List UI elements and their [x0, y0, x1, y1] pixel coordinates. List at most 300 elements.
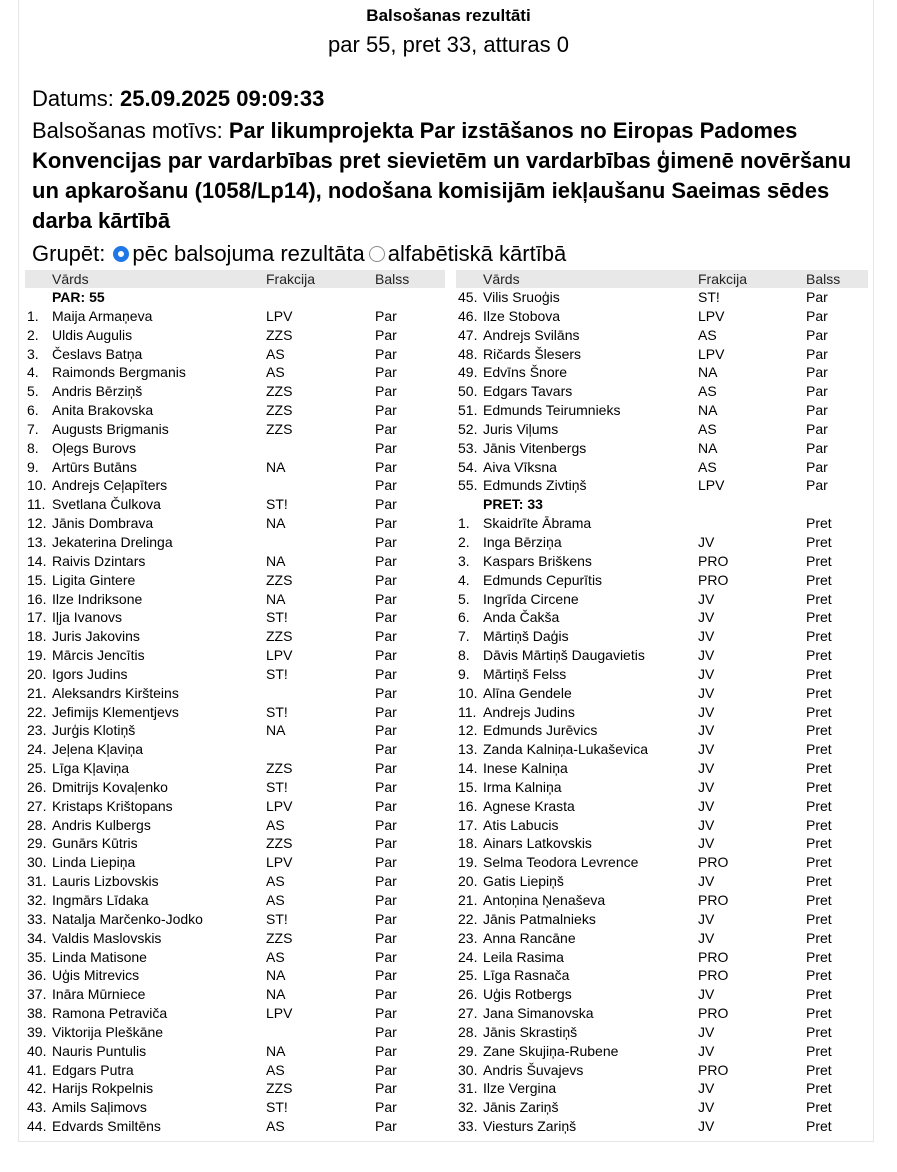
row-name: Ričards Šlesers — [483, 345, 582, 362]
row-name: Jefimijs Klementjevs — [52, 703, 179, 720]
row-name: Svetlana Čulkova — [52, 496, 161, 513]
row-number: 2. — [27, 326, 39, 343]
table-row — [456, 797, 868, 816]
row-vote: Pret — [806, 929, 832, 946]
row-number: 3. — [458, 552, 470, 569]
row-faction: NA — [266, 722, 286, 739]
row-number: 24. — [27, 741, 47, 758]
table-row — [25, 1079, 445, 1098]
row-faction: ST! — [266, 496, 288, 513]
row-vote: Pret — [806, 873, 832, 890]
row-faction: JV — [698, 684, 715, 701]
table-row — [25, 948, 445, 967]
row-name: Raimonds Bergmanis — [52, 364, 186, 381]
row-number: 55. — [458, 477, 478, 494]
row-vote: Par — [375, 835, 397, 852]
row-vote: Pret — [806, 703, 832, 720]
table-row — [25, 646, 445, 665]
row-faction: JV — [698, 797, 715, 814]
row-faction: JV — [698, 703, 715, 720]
row-vote: Par — [375, 647, 397, 664]
row-number: 14. — [458, 760, 478, 777]
row-vote: Par — [375, 307, 397, 324]
table-row — [25, 703, 445, 722]
row-number: 1. — [27, 307, 39, 324]
table-row — [456, 345, 868, 364]
row-faction: ST! — [266, 778, 288, 795]
row-faction: ST! — [266, 665, 288, 682]
table-row — [25, 853, 445, 872]
row-vote: Par — [375, 797, 397, 814]
row-faction: ST! — [698, 289, 720, 305]
table-row — [25, 684, 445, 703]
row-vote: Par — [806, 289, 828, 305]
row-faction: NA — [266, 1042, 286, 1059]
row-vote: Pret — [806, 1080, 832, 1097]
row-faction: PRO — [698, 967, 729, 984]
table-row — [25, 985, 445, 1004]
row-vote: Par — [375, 910, 397, 927]
row-name: Augusts Brigmanis — [52, 420, 169, 437]
row-name: Gunārs Kūtris — [52, 835, 138, 852]
header-name: Vārds — [483, 271, 520, 287]
row-name: Ilze Indriksone — [52, 590, 143, 607]
row-faction: PRO — [698, 1061, 729, 1078]
row-number: 12. — [27, 515, 47, 532]
table-row — [25, 495, 445, 514]
row-faction: ZZS — [266, 760, 293, 777]
row-vote: Pret — [806, 741, 832, 758]
row-name: Andrejs Ceļapīters — [52, 477, 168, 494]
row-number: 36. — [27, 967, 47, 984]
row-vote: Par — [375, 515, 397, 532]
row-name: Jurģis Klotiņš — [52, 722, 136, 739]
row-faction: JV — [698, 910, 715, 927]
table-row — [456, 590, 868, 609]
row-vote: Pret — [806, 590, 832, 607]
row-number: 3. — [27, 345, 39, 362]
row-number: 20. — [458, 873, 478, 890]
motive-label: Balsošanas motīvs: — [32, 118, 229, 143]
row-vote: Pret — [806, 515, 832, 532]
row-name: Ināra Mūrniece — [52, 986, 146, 1003]
row-vote: Pret — [806, 986, 832, 1003]
row-faction: ZZS — [266, 1080, 293, 1097]
row-vote: Pret — [806, 948, 832, 965]
table-row — [456, 1117, 868, 1136]
row-faction: JV — [698, 929, 715, 946]
row-vote: Pret — [806, 910, 832, 927]
table-row — [25, 439, 445, 458]
row-number: 48. — [458, 345, 478, 362]
table-row — [456, 759, 868, 778]
row-faction: ZZS — [266, 326, 293, 343]
row-name: Andris Kulbergs — [52, 816, 151, 833]
row-vote: Par — [375, 948, 397, 965]
row-number: 45. — [458, 289, 478, 305]
row-vote: Pret — [806, 816, 832, 833]
row-name: Agnese Krasta — [483, 797, 575, 814]
row-name: Harijs Rokpelnis — [52, 1080, 154, 1097]
row-number: 15. — [27, 571, 47, 588]
table-row — [25, 326, 445, 345]
table-row — [25, 363, 445, 382]
row-faction: JV — [698, 816, 715, 833]
row-faction: PRO — [698, 854, 729, 871]
row-faction: LPV — [266, 647, 293, 664]
row-name: Andris Bērziņš — [52, 383, 143, 400]
row-faction: PRO — [698, 892, 729, 908]
row-name: Kristaps Krištopans — [52, 797, 173, 814]
row-name: Ramona Petraviča — [52, 1005, 168, 1022]
row-vote: Par — [375, 552, 397, 569]
row-number: 31. — [27, 873, 47, 890]
row-number: 38. — [27, 1005, 47, 1022]
row-name: Jānis Patmalnieks — [483, 910, 596, 927]
row-name: Iļja Ivanovs — [52, 609, 123, 626]
row-number: 21. — [458, 892, 478, 908]
row-faction: ZZS — [266, 420, 293, 437]
row-name: Valdis Maslovskis — [52, 929, 162, 946]
row-faction: LPV — [266, 1005, 293, 1022]
row-number: 11. — [27, 496, 46, 513]
row-faction: JV — [698, 1042, 715, 1059]
row-name: Andrejs Svilāns — [483, 326, 580, 343]
row-vote: Pret — [806, 892, 832, 908]
row-number: 32. — [27, 892, 47, 908]
table-row — [25, 420, 445, 439]
row-vote: Pret — [806, 533, 832, 550]
table-row — [456, 363, 868, 382]
table-row — [456, 853, 868, 872]
row-vote: Par — [375, 665, 397, 682]
row-number: 1. — [458, 515, 470, 532]
row-number: 35. — [27, 948, 47, 965]
row-faction: AS — [266, 892, 285, 908]
row-name: Dāvis Mārtiņš Daugavietis — [483, 647, 645, 664]
row-vote: Par — [375, 571, 397, 588]
row-vote: Par — [375, 477, 397, 494]
row-vote: Par — [375, 816, 397, 833]
row-vote: Pret — [806, 1061, 832, 1078]
table-row — [25, 665, 445, 684]
row-vote: Pret — [806, 854, 832, 871]
row-name: PRET: 33 — [483, 496, 543, 513]
row-number: 19. — [458, 854, 478, 871]
row-name: Uģis Rotbergs — [483, 986, 572, 1003]
row-vote: Par — [375, 628, 397, 645]
row-number: 10. — [27, 477, 47, 494]
table-row — [456, 910, 868, 929]
row-number: 18. — [458, 835, 478, 852]
row-name: Edmunds Cepurītis — [483, 571, 603, 588]
row-name: Alīna Gendele — [483, 684, 572, 701]
table-row — [456, 1079, 868, 1098]
row-vote: Par — [375, 892, 397, 908]
row-number: 37. — [27, 986, 47, 1003]
row-faction: AS — [698, 326, 717, 343]
row-vote: Par — [375, 590, 397, 607]
table-row — [25, 401, 445, 420]
table-row — [25, 382, 445, 401]
row-vote: Par — [375, 986, 397, 1003]
row-name: Zane Skujiņa-Rubene — [483, 1042, 619, 1059]
row-number: 13. — [458, 741, 478, 758]
row-name: Mārcis Jencītis — [52, 647, 145, 664]
row-vote: Pret — [806, 665, 832, 682]
table-row — [25, 740, 445, 759]
row-vote: Pret — [806, 1042, 832, 1059]
row-number: 29. — [27, 835, 47, 852]
radio-alphabetical-label[interactable]: alfabētiskā kārtībā — [387, 241, 567, 266]
row-vote: Par — [375, 703, 397, 720]
row-number: 21. — [27, 684, 47, 701]
row-vote: Par — [375, 684, 397, 701]
row-vote: Par — [806, 458, 828, 475]
row-vote: Par — [375, 609, 397, 626]
row-name: Ingrīda Circene — [483, 590, 579, 607]
row-number: 23. — [458, 929, 478, 946]
row-name: Anna Rancāne — [483, 929, 576, 946]
row-vote: Par — [375, 722, 397, 739]
row-faction: PRO — [698, 948, 729, 965]
row-name: Viktorija Pleškāne — [52, 1023, 164, 1040]
table-row — [25, 458, 445, 477]
row-number: 16. — [458, 797, 478, 814]
header-vote: Balss — [806, 271, 841, 287]
row-vote: Pret — [806, 797, 832, 814]
row-name: Ilze Stobova — [483, 307, 561, 324]
table-header — [25, 270, 445, 288]
row-number: 32. — [458, 1099, 478, 1116]
row-faction: JV — [698, 760, 715, 777]
table-row — [25, 533, 445, 552]
row-faction: ST! — [266, 910, 288, 927]
row-name: Lauris Lizbovskis — [52, 873, 159, 890]
table-row — [25, 571, 445, 590]
row-name: Leila Rasima — [483, 948, 564, 965]
table-row — [456, 307, 868, 326]
table-row — [25, 872, 445, 891]
row-faction: JV — [698, 873, 715, 890]
row-number: 49. — [458, 364, 478, 381]
table-row — [25, 721, 445, 740]
page-title: Balsošanas rezultāti — [366, 6, 531, 25]
table-row — [456, 1023, 868, 1042]
row-vote: Par — [375, 873, 397, 890]
row-faction: LPV — [698, 477, 725, 494]
row-faction: JV — [698, 628, 715, 645]
row-vote: Pret — [806, 628, 832, 645]
row-faction: JV — [698, 778, 715, 795]
row-number: 25. — [458, 967, 478, 984]
row-number: 50. — [458, 383, 478, 400]
row-vote: Par — [806, 439, 828, 456]
radio-alphabetical[interactable] — [369, 246, 385, 262]
table-row — [456, 627, 868, 646]
row-faction: AS — [266, 1061, 285, 1078]
table-row — [456, 684, 868, 703]
row-name: Maija Armaņeva — [52, 307, 153, 324]
row-number: 9. — [27, 458, 39, 475]
row-vote: Pret — [806, 760, 832, 777]
row-name: Aleksandrs Kiršteins — [52, 684, 179, 701]
table-row — [25, 1023, 445, 1042]
row-name: Edgars Putra — [52, 1061, 134, 1078]
row-number: 40. — [27, 1042, 47, 1059]
row-name: Anda Čakša — [483, 609, 560, 626]
row-name: Atis Labucis — [483, 816, 559, 833]
row-faction: JV — [698, 609, 715, 626]
row-faction: AS — [698, 383, 717, 400]
row-faction: PRO — [698, 571, 729, 588]
row-faction: JV — [698, 722, 715, 739]
row-faction: NA — [698, 364, 718, 381]
table-row — [25, 514, 445, 533]
row-number: 25. — [27, 760, 47, 777]
row-name: Edmunds Teirumnieks — [483, 402, 621, 419]
row-number: 10. — [458, 684, 478, 701]
row-faction: ST! — [266, 609, 288, 626]
row-faction: AS — [266, 873, 285, 890]
row-number: 51. — [458, 402, 478, 419]
row-faction: AS — [266, 816, 285, 833]
results-table-left — [25, 270, 445, 1136]
row-vote: Par — [375, 1099, 397, 1116]
row-faction: JV — [698, 665, 715, 682]
row-vote: Par — [375, 383, 397, 400]
table-row — [456, 382, 868, 401]
row-faction: ZZS — [266, 402, 293, 419]
row-number: 52. — [458, 420, 478, 437]
row-faction: ZZS — [266, 383, 293, 400]
row-vote: Par — [375, 854, 397, 871]
row-number: 39. — [27, 1023, 47, 1040]
row-faction: AS — [698, 458, 717, 475]
row-name: Edvards Smiltēns — [52, 1118, 161, 1135]
table-row — [25, 552, 445, 571]
row-name: Vilis Sruoģis — [483, 289, 560, 305]
row-faction: JV — [698, 590, 715, 607]
row-faction: LPV — [266, 797, 293, 814]
table-row — [456, 646, 868, 665]
row-faction: ST! — [266, 1099, 288, 1116]
row-faction: JV — [698, 1099, 715, 1116]
row-name: Edmunds Zivtiņš — [483, 477, 587, 494]
row-faction: NA — [266, 515, 286, 532]
row-name: Mārtiņš Felss — [483, 665, 567, 682]
motive-value: Par likumprojekta Par izstāšanos no Eiropas Padomes Konvencijas par vardarbības pret sievietēm un vardarbības ģimenē novēršanu un apkarošanu (1058/Lp14), nodošana komisijām iekļaušanu Saeimas sēdes darba kārtībā — [32, 118, 852, 233]
table-row — [25, 797, 445, 816]
row-number: 15. — [458, 778, 478, 795]
table-row — [456, 326, 868, 345]
row-vote: Par — [375, 967, 397, 984]
row-vote: Par — [806, 307, 828, 324]
row-vote: Pret — [806, 609, 832, 626]
row-name: Gatis Liepiņš — [483, 873, 564, 890]
row-vote: Par — [375, 420, 397, 437]
header-vote: Balss — [375, 271, 410, 287]
table-row — [25, 1117, 445, 1136]
table-row — [25, 307, 445, 326]
row-number: 7. — [458, 628, 470, 645]
row-number: 9. — [458, 665, 470, 682]
row-name: Juris Viļums — [483, 420, 559, 437]
table-row — [456, 834, 868, 853]
row-name: Līga Kļaviņa — [52, 760, 130, 777]
table-row — [456, 721, 868, 740]
row-name: Ilze Vergina — [483, 1080, 557, 1097]
row-faction: NA — [266, 590, 286, 607]
row-number: 26. — [27, 778, 47, 795]
radio-by-result[interactable] — [113, 246, 129, 262]
table-row — [456, 1061, 868, 1080]
row-name: Igors Judins — [52, 665, 128, 682]
row-vote: Par — [375, 458, 397, 475]
row-number: 22. — [27, 703, 47, 720]
row-vote: Par — [375, 929, 397, 946]
row-vote: Par — [375, 345, 397, 362]
table-row — [456, 891, 868, 910]
radio-by-result-label[interactable]: pēc balsojuma rezultāta — [132, 241, 365, 266]
row-name: Nauris Puntulis — [52, 1042, 147, 1059]
date-line — [32, 86, 324, 112]
row-number: 46. — [458, 307, 478, 324]
row-name: Natalja Marčenko-Jodko — [52, 910, 203, 927]
row-faction: AS — [266, 948, 285, 965]
row-faction: JV — [698, 986, 715, 1003]
header-name: Vārds — [52, 271, 89, 287]
row-vote: Pret — [806, 552, 832, 569]
row-name: Jekaterina Drelinga — [52, 533, 173, 550]
row-number: 33. — [458, 1118, 478, 1135]
header-faction: Frakcija — [266, 271, 316, 287]
group-selector — [32, 241, 566, 267]
table-row — [25, 590, 445, 609]
table-row — [456, 533, 868, 552]
row-vote: Par — [375, 760, 397, 777]
row-number: 43. — [27, 1099, 47, 1116]
row-number: 6. — [27, 402, 39, 419]
row-name: Kaspars Briškens — [483, 552, 592, 569]
row-name: Raivis Dzintars — [52, 552, 146, 569]
row-vote: Pret — [806, 967, 832, 984]
row-number: 30. — [458, 1061, 478, 1078]
table-row — [25, 627, 445, 646]
row-number: 34. — [27, 929, 47, 946]
table-row — [456, 514, 868, 533]
row-number: 27. — [27, 797, 47, 814]
row-vote: Pret — [806, 835, 832, 852]
row-vote: Par — [375, 1061, 397, 1078]
table-row — [456, 288, 868, 307]
date-value: 25.09.2025 09:09:33 — [120, 86, 325, 111]
row-faction: JV — [698, 835, 715, 852]
date-label: Datums: — [32, 86, 121, 111]
row-name: Česlavs Batņa — [52, 345, 143, 362]
table-row — [25, 1042, 445, 1061]
row-vote: Pret — [806, 778, 832, 795]
table-row — [456, 872, 868, 891]
row-vote: Pret — [806, 722, 832, 739]
row-name: Mārtiņš Daģis — [483, 628, 569, 645]
row-faction: JV — [698, 1023, 715, 1040]
row-vote: Par — [375, 533, 397, 550]
table-row — [456, 1042, 868, 1061]
row-faction: NA — [698, 402, 718, 419]
row-name: Līga Rasnača — [483, 967, 570, 984]
row-vote: Pret — [806, 684, 832, 701]
